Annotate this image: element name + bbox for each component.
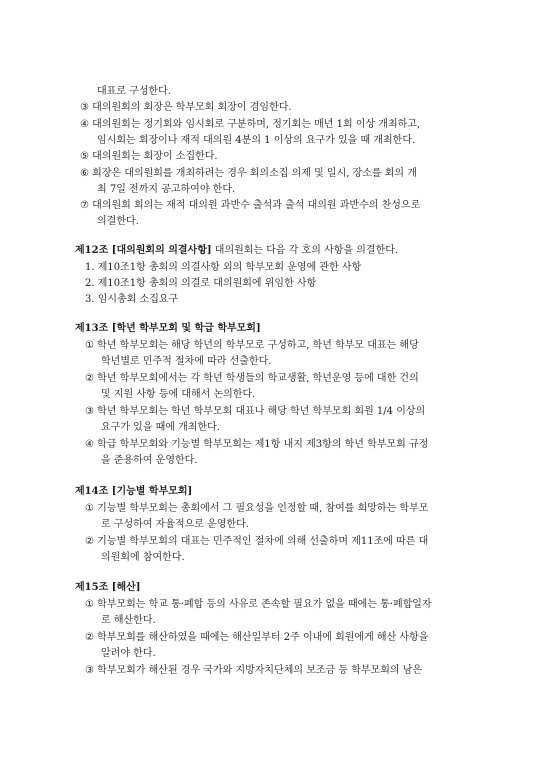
clause-text: 대의원회는 정기회와 임시회로 구분하며, 정기회는 매년 1회 이상 개최하고, xyxy=(92,119,421,130)
clause-number: ④ xyxy=(85,439,94,450)
clause-4-cont: 을 준용하여 운영한다. xyxy=(101,455,198,466)
clause-text: 학년 학부모회는 학년 학부모회 대표나 해당 학년 학부모회 회원 1/4 이상의 xyxy=(97,406,426,417)
article-15-heading: 제15조 [해산] xyxy=(75,582,141,593)
clause-6-cont: 최 7일 전까지 공고하여야 한다. xyxy=(97,184,236,195)
clause-4 xyxy=(85,437,428,453)
clause-text: 대의원회 회의는 재적 대의원 과반수 출석과 출석 대의원 과반수의 찬성으로 xyxy=(92,200,421,211)
clause-3 xyxy=(85,663,422,679)
article-14-heading: 제14조 [기능별 학부모회] xyxy=(75,486,193,497)
clause-number: ① xyxy=(85,599,94,610)
article-12-heading xyxy=(75,243,398,259)
clause-6 xyxy=(80,166,417,182)
clause-number: ③ xyxy=(80,102,89,113)
clause-text: 학년 학부모회는 해당 학년의 학부모로 구성하고, 학년 학부모 대표는 해당 xyxy=(97,340,419,351)
clause-1-cont: 학년별로 민주적 절차에 따라 선출한다. xyxy=(101,356,272,367)
clause-number: ④ xyxy=(80,119,89,130)
clause-1 xyxy=(85,597,432,613)
clause-2-cont: 의원회에 참여한다. xyxy=(101,552,185,563)
clause-4 xyxy=(80,117,420,133)
clause-text: 학년 학부모회에서는 각 학년 학생들의 학교생활, 학년운영 등에 대한 건의 xyxy=(97,373,419,384)
article-intro: 대의원회는 다음 각 호의 사항을 의결한다. xyxy=(211,245,399,256)
clause-text: 대의원회는 회장이 소집한다. xyxy=(92,151,218,162)
clause-4-cont: 임시회는 회장이나 재적 대의원 4분의 1 이상의 요구가 있을 때 개최한다. xyxy=(97,135,416,146)
clause-number: ② xyxy=(85,373,94,384)
clause-text: 학부모회가 해산된 경우 국가와 지방자치단체의 보조금 등 학부모회의 남은 xyxy=(97,665,423,676)
clause-1 xyxy=(85,338,419,354)
clause-2-cont: 및 지원 사항 등에 대해서 논의한다. xyxy=(101,389,256,400)
clause-5 xyxy=(80,149,218,165)
clause-number: ③ xyxy=(85,406,94,417)
clause-2-cont: 알려야 한다. xyxy=(101,648,156,659)
clause-number: ① xyxy=(85,503,94,514)
clause-number: ③ xyxy=(85,665,94,676)
list-item: 3. 임시총회 소집요구 xyxy=(85,294,179,305)
clause-text: 학급 학부모회와 기능별 학부모회는 제1항 내지 제3항의 학년 학부모회 규정 xyxy=(97,439,429,450)
clause-number: ② xyxy=(85,632,94,643)
clause-3 xyxy=(85,404,425,420)
list-item: 2. 제10조1항 총회의 의결로 대의원회에 위임한 사항 xyxy=(85,278,317,289)
clause-number: ⑤ xyxy=(80,151,89,162)
clause-text: 학부모회는 학교 통·폐합 등의 사유로 존속할 필요가 없을 때에는 통·폐합일자 xyxy=(97,599,432,610)
article-13-heading: 제13조 [학년 학부모회 및 학급 학부모회] xyxy=(75,323,261,334)
clause-number: ② xyxy=(85,536,94,547)
clause-number: ① xyxy=(85,340,94,351)
clause-2 xyxy=(85,630,428,646)
clause-7 xyxy=(80,198,420,214)
clause-number: ⑥ xyxy=(80,168,89,179)
clause-text: 학부모회를 해산하였을 때에는 해산일부터 2주 이내에 회원에게 해산 사항을 xyxy=(97,632,429,643)
clause-1 xyxy=(85,501,428,517)
clause-1-cont: 로 구성하여 자율적으로 운영한다. xyxy=(101,519,249,530)
clause-text: 기능별 학부모회는 총회에서 그 필요성을 인정할 때, 참여를 희망하는 학부모 xyxy=(97,503,429,514)
clause-2 xyxy=(85,534,428,550)
clause-2 xyxy=(85,371,419,387)
article-title: 제12조 [대의원회의 의결사항] xyxy=(75,245,212,256)
clause-1-cont: 로 해산한다. xyxy=(101,615,156,626)
continued-line: 대표로 구성한다. xyxy=(97,86,171,97)
clause-number: ⑦ xyxy=(80,200,89,211)
clause-3 xyxy=(80,100,292,116)
clause-text: 대의원회의 회장은 학부모회 회장이 겸임한다. xyxy=(92,102,292,113)
clause-7-cont: 의결한다. xyxy=(97,216,139,227)
list-item: 1. 제10조1항 총회의 의결사항 외의 학부모회 운영에 관한 사항 xyxy=(85,262,362,273)
clause-3-cont: 요구가 있을 때에 개최한다. xyxy=(101,422,220,433)
clause-text: 회장은 대의원회를 개최하려는 경우 회의소집 의제 및 일시, 장소를 회의 개 xyxy=(92,168,417,179)
clause-text: 기능별 학부모회의 대표는 민주적인 절차에 의해 선출하며 제11조에 따른 대 xyxy=(97,536,429,547)
